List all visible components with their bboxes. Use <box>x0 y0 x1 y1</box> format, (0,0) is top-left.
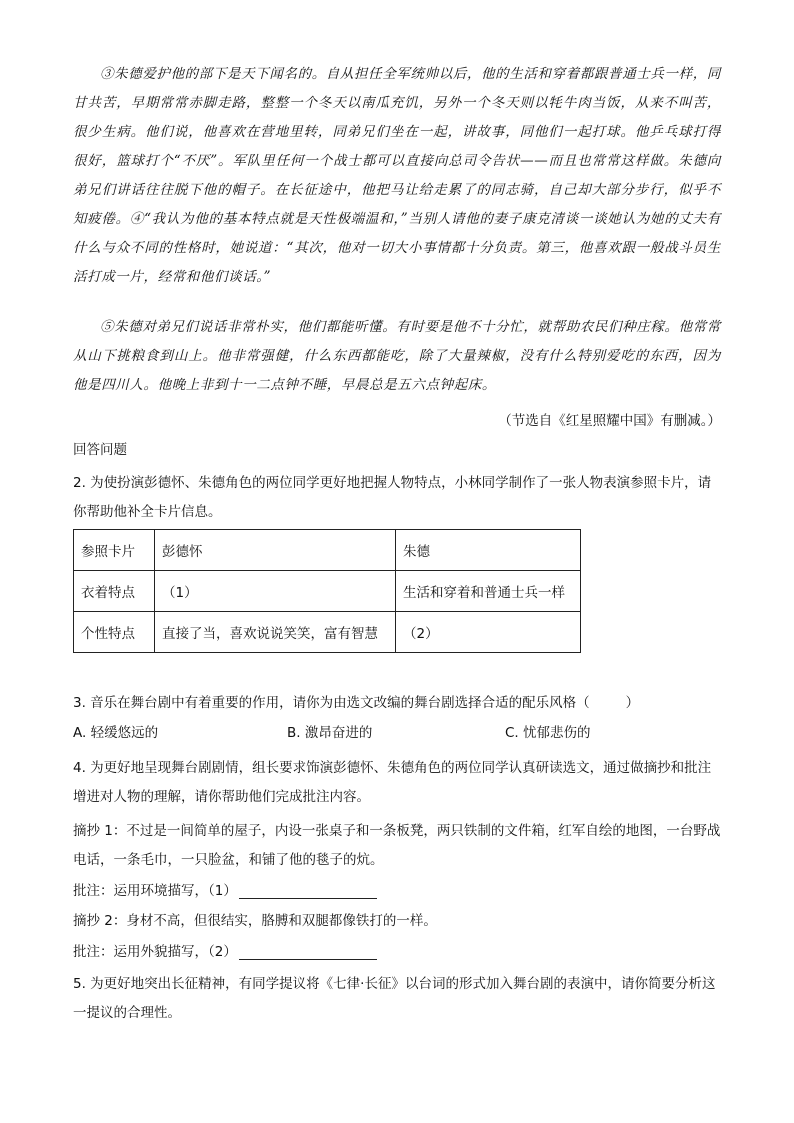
question-2-text: 2. 为使扮演彭德怀、朱德角色的两位同学更好地把握人物特点，小林同学制作了一张人物表演参照卡片，请你帮助他补全卡片信息。 <box>73 475 712 520</box>
reference-card-table <box>73 529 581 653</box>
excerpt-1: 摘抄 1：不过是一间简单的屋子，内设一张桌子和一条板凳，两只铁制的文件箱，红军自绘的地图，一台野战电话，一条毛巾，一只脸盆，和铺了他的毯子的炕。 <box>73 823 721 868</box>
option-b[interactable]: B. 激昂奋进的 <box>287 725 373 741</box>
question-3-text <box>73 689 721 718</box>
question-3-stem: 3. 音乐在舞台剧中有着重要的作用，请你为由选文改编的舞台剧选择合适的配乐风格（ <box>73 695 590 711</box>
answer-cell[interactable]: （1） <box>155 571 396 612</box>
source-note: （节选自《红星照耀中国》有删减。） <box>498 413 721 429</box>
question-4-text: 4. 为更好地呈现舞台剧剧情，组长要求饰演彭德怀、朱德角色的两位同学认真研读选文，通过做摘抄和批注增进对人物的理解，请你帮助他们完成批注内容。 <box>73 760 712 805</box>
answer-heading: 回答问题 <box>73 442 127 458</box>
table-cell: 参照卡片 <box>74 530 155 571</box>
table-row <box>74 612 581 653</box>
table-cell: 直接了当，喜欢说说笑笑，富有智慧 <box>155 612 396 653</box>
excerpt-2: 摘抄 2：身材不高，但很结实，胳膊和双腿都像铁打的一样。 <box>73 913 437 929</box>
question-3-close: ） <box>625 695 640 711</box>
note-1 <box>73 877 721 906</box>
answer-blank-1[interactable] <box>239 880 377 899</box>
option-c[interactable]: C. 忧郁悲伤的 <box>505 725 591 741</box>
option-a[interactable]: A. 轻缓悠远的 <box>73 725 159 741</box>
table-cell: 衣着特点 <box>74 571 155 612</box>
note-2 <box>73 938 721 967</box>
table-row <box>74 530 581 571</box>
passage-paragraph-5: ⑤朱德对弟兄们说话非常朴实，他们都能听懂。有时要是他不十分忙，就帮助农民们种庄稼。他常常从山下挑粮食到山上。他非常强健，什么东西都能吃，除了大量辣椒，没有什么特别爱吃的东西，因为他是四川人。他晚上非到十一二点钟不睡，早晨总是五六点钟起床。 <box>73 319 721 393</box>
question-5-text: 5. 为更好地突出长征精神，有同学提议将《七律·长征》以台词的形式加入舞台剧的表演中，请你简要分析这一提议的合理性。 <box>73 976 716 1021</box>
answer-cell[interactable]: （2） <box>396 612 581 653</box>
table-cell: 朱德 <box>396 530 581 571</box>
table-row <box>74 571 581 612</box>
passage-paragraph-3: ③朱德爱护他的部下是天下闻名的。自从担任全军统帅以后，他的生活和穿着都跟普通士兵一样，同甘共苦，早期常常赤脚走路，整整一个冬天以南瓜充饥，另外一个冬天则以牦牛肉当饭，从来不叫苦，很少生病。他们说，他喜欢在营地里转，同弟兄们坐在一起，讲故事，同他们一起打球。他乒乓球打得很好，篮球打个“不厌”。军队里任何一个战士都可以直接向总司令告状——而且也常常这样做。朱德向弟兄们讲话往往脱下他的帽子。在长征途中，他把马让给走累了的同志骑，自己却大部分步行，似乎不知疲倦。④“我认为他的基本特点就是天性极端温和，”当别人请他的妻子康克清谈一谈她认为她的丈夫有什么与众不同的性格时，她说道：“其次，他对一切大小事情都十分负责。第三，他喜欢跟一般战斗员生活打成一片，经常和他们谈话。” <box>73 66 721 285</box>
answer-blank-2[interactable] <box>239 941 377 960</box>
table-cell: 彭德怀 <box>155 530 396 571</box>
note-1-label: 批注：运用环境描写，（1） <box>73 883 237 899</box>
table-cell: 生活和穿着和普通士兵一样 <box>396 571 581 612</box>
table-cell: 个性特点 <box>74 612 155 653</box>
note-2-label: 批注：运用外貌描写，（2） <box>73 944 237 960</box>
